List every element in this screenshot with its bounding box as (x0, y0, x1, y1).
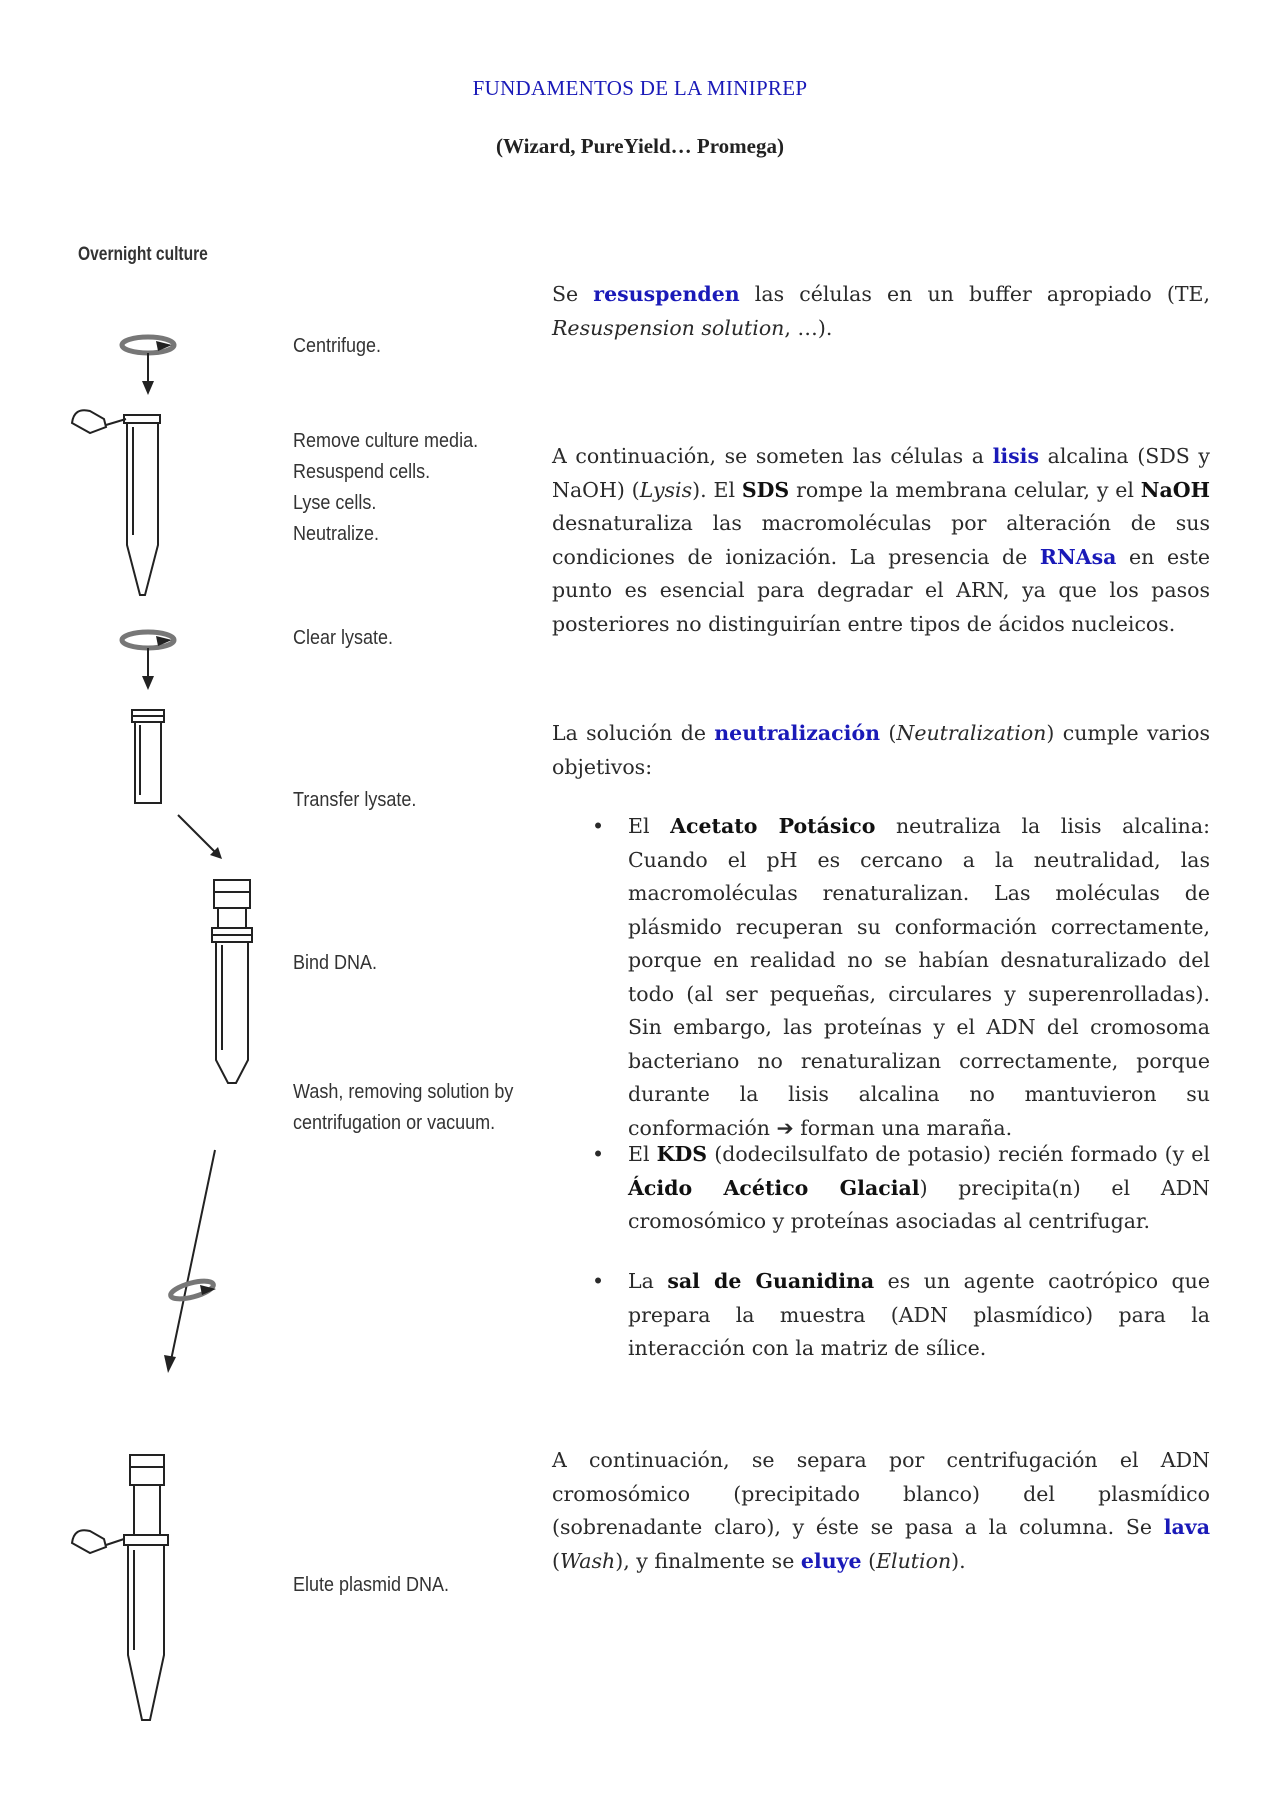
keyword-resuspenden: resuspenden (593, 282, 740, 306)
transfer-arrow-icon (178, 815, 222, 859)
step-elute: Elute plasmid DNA. (293, 1574, 450, 1596)
keyword-eluye: eluye (800, 1548, 862, 1573)
step-bind-dna: Bind DNA. (293, 952, 378, 974)
neutralization-objectives-list (552, 1138, 1210, 1239)
step-clear-lysate: Clear lysate. (293, 627, 394, 649)
centrifuge-icon (122, 632, 174, 690)
keyword-neutralizacion: neutralización (714, 721, 881, 745)
list-item: • El Acetato Potásico neutraliza la lisis alcalina: Cuando el pH es cercano a la neutralidad, las macromoléculas renaturalizan. Las moléculas de plásmido recuperan su conformación correctamente, porque en realidad no se habían desnaturalizado del todo (al ser pequeñas, circulares y superenrolladas). Sin embargo, las proteínas y el ADN del cromosoma bacteriano no renaturalizan correctamente, porque durante la lisis alcalina no mantuvieron su conformación ➔ forman una maraña. (592, 814, 1210, 1140)
paragraph-separation: A continuación, se separa por centrifugación el ADN cromosómico (precipitado blanco) del plasmídico (sobrenadante claro), y éste se pasa a la columna. Se lava (Wash), y finalmente se eluye (Elution). (552, 1448, 1210, 1573)
elution-tube-icon (72, 1455, 168, 1720)
neutralization-objectives-list (552, 1265, 1210, 1366)
lysate-tube-icon (132, 710, 164, 803)
step-transfer-lysate: Transfer lysate. (293, 789, 417, 811)
miniprep-procedure-diagram (60, 244, 560, 1735)
keyword-rnasa: RNAsa (1039, 544, 1117, 569)
keyword-lisis: lisis (992, 444, 1040, 468)
step-neutralize: Neutralize. (293, 523, 380, 545)
microcentrifuge-tube-icon (72, 410, 160, 595)
step-lyse: Lyse cells. (293, 492, 377, 514)
step-centrifuge: Centrifuge. (293, 335, 382, 357)
centrifuge-icon (169, 1278, 216, 1303)
step-resuspend: Resuspend cells. (293, 461, 431, 483)
arrow-right-icon: ➔ (776, 1115, 794, 1140)
diagonal-arrow-icon (164, 1150, 215, 1373)
keyword-lava: lava (1163, 1515, 1210, 1539)
neutralization-objectives-list (552, 810, 1210, 1145)
step-wash-line1: Wash, removing solution by (293, 1081, 514, 1103)
page-subtitle: (Wizard, PureYield… Promega) (496, 134, 784, 158)
list-item: • El KDS (dodecilsulfato de potasio) recién formado (y el Ácido Acético Glacial) precipita(n) el ADN cromosómico y proteínas asociadas al centrifugar. (592, 1142, 1210, 1233)
paragraph-resuspension: Se resuspenden las células en un buffer apropiado (TE, Resuspension solution, …). (552, 282, 1210, 340)
paragraph-lysis: A continuación, se someten las células a lisis alcalina (SDS y NaOH) (Lysis). El SDS rompe la membrana celular, y el NaOH desnaturaliza las macromoléculas por alteración de sus condiciones de ionización. La presencia de RNAsa en este punto es esencial para degradar el ARN, ya que los pasos posteriores no distinguirían entre tipos de ácidos nucleicos. (552, 444, 1211, 636)
centrifuge-icon (122, 337, 174, 395)
diagram-heading: Overnight culture (78, 244, 208, 265)
spin-column-icon (212, 880, 252, 1083)
step-remove-media: Remove culture media. (293, 430, 479, 452)
paragraph-neutralization: La solución de neutralización (Neutralization) cumple varios objetivos: (552, 721, 1210, 779)
step-wash-line2: centrifugation or vacuum. (293, 1112, 496, 1134)
list-item: • La sal de Guanidina es un agente caotrópico que prepara la muestra (ADN plasmídico) para la interacción con la matriz de sílice. (592, 1269, 1210, 1360)
page-title: FUNDAMENTOS DE LA MINIPREP (472, 76, 808, 100)
